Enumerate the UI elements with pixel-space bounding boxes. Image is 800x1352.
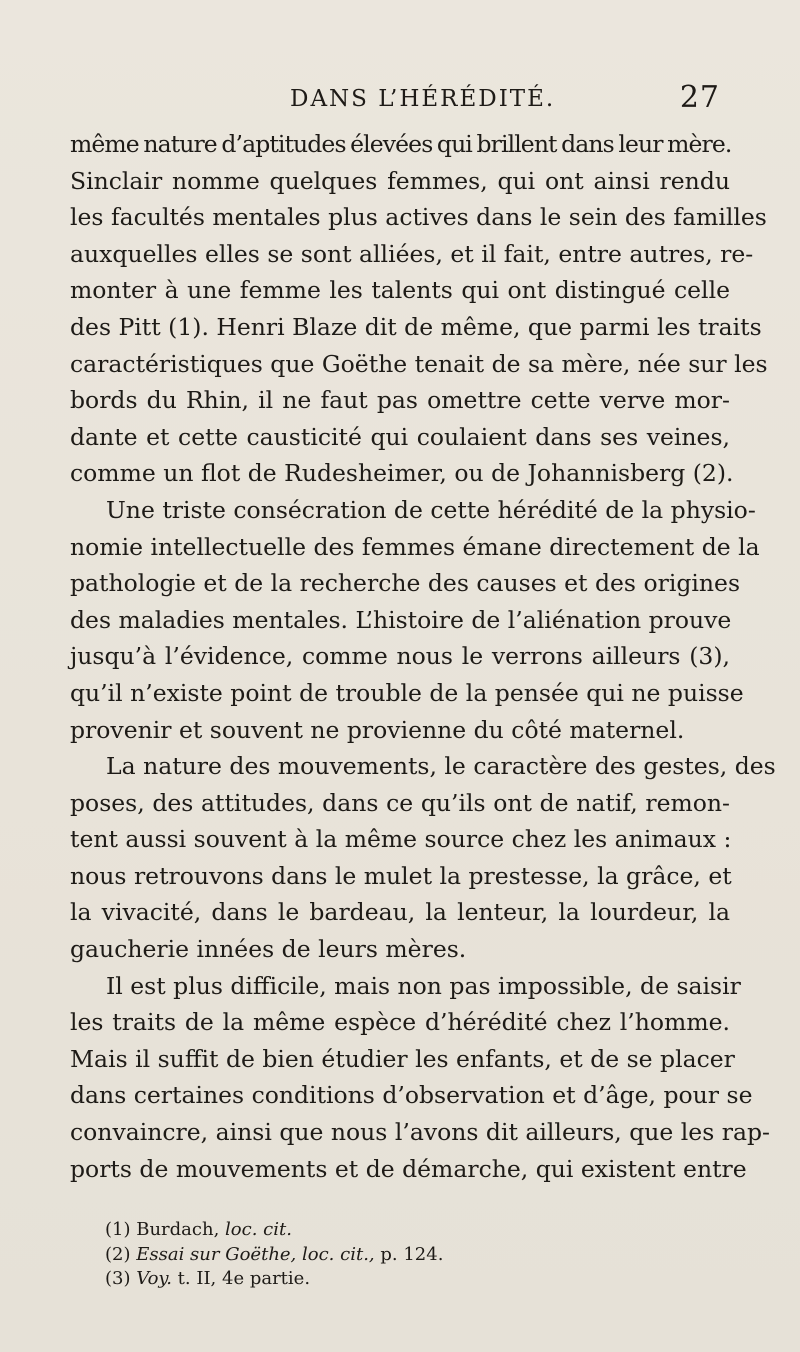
footnote-tail: p. 124. [380, 1243, 444, 1265]
text-line: des maladies mentales. L’histoire de l’aliénation prouve [70, 605, 732, 634]
text-line: convaincre, ainsi que nous l’avons dit ailleurs, que les rap- [70, 1118, 770, 1147]
text-line: tent aussi souvent à la même source chez les animaux : [70, 825, 732, 854]
footnote-italic: loc. cit. [225, 1219, 292, 1240]
text-line: poses, des attitudes, dans ce qu’ils ont de natif, remon- [70, 788, 730, 817]
text-line: dans certaines conditions d’observation et d’âge, pour se [70, 1081, 753, 1110]
text-line: qu’il n’existe point de trouble de la pensée qui ne puisse [70, 678, 744, 707]
footnote-1 [105, 1218, 705, 1243]
text-line: caractéristiques que Goëthe tenait de sa mère, née sur les [70, 349, 768, 378]
footnotes [105, 1218, 705, 1292]
running-head: DANS L’HÉRÉDITÉ. [290, 86, 556, 112]
text-line: Mais il suffit de bien étudier les enfants, et de se placer [70, 1044, 735, 1073]
paragraph-start-line: Il est plus difficile, mais non pas impossible, de saisir [106, 971, 741, 1000]
text-line: auxquelles elles se sont alliées, et il fait, entre autres, re- [70, 239, 754, 268]
text-line: même nature d’aptitudes élevées qui brillent dans leur mère. [70, 130, 732, 158]
footnote-2 [105, 1243, 705, 1268]
text-line: nous retrouvons dans le mulet la prestesse, la grâce, et [70, 861, 732, 890]
text-line: jusqu’à l’évidence, comme nous le verrons ailleurs (3), [70, 642, 730, 671]
page-header [290, 80, 720, 120]
text-line: les facultés mentales plus actives dans le sein des familles [70, 203, 767, 232]
footnote-tail: t. II, 4e partie. [177, 1268, 311, 1289]
footnote-3 [105, 1267, 705, 1292]
paragraph-end-line: provenir et souvent ne provienne du côté maternel. [70, 715, 685, 744]
body-text [70, 126, 776, 1187]
footnote-text: Burdach, [136, 1219, 220, 1240]
paragraph-end-line: gaucherie innées de leurs mères. [70, 935, 467, 964]
text-line: les traits de la même espèce d’hérédité chez l’homme. [70, 1008, 730, 1037]
text-line: monter à une femme les talents qui ont distingué celle [70, 276, 730, 305]
footnote-marker: (2) [105, 1243, 131, 1265]
text-line: ports de mouvements et de démarche, qui existent entre [70, 1154, 747, 1183]
text-line: la vivacité, dans le bardeau, la lenteur, la lourdeur, la [70, 898, 730, 927]
text-line: des Pitt (1). Henri Blaze dit de même, que parmi les traits [70, 312, 762, 341]
footnote-marker: (1) [105, 1219, 131, 1240]
footnote-italic: Voy. [136, 1268, 172, 1289]
text-line: comme un flot de Rudesheimer, ou de Johannisberg (2). [70, 459, 734, 488]
paragraph-start-line: Une triste consécration de cette hérédité de la physio- [106, 495, 756, 524]
text-line: bords du Rhin, il ne faut pas omettre cette verve mor- [70, 386, 730, 415]
footnote-italic: Essai sur Goëthe, loc. cit., [136, 1243, 375, 1265]
text-line: nomie intellectuelle des femmes émane directement de la [70, 532, 760, 561]
footnote-marker: (3) [105, 1268, 131, 1289]
text-line: Sinclair nomme quelques femmes, qui ont ainsi rendu [70, 166, 730, 195]
page-number: 27 [679, 80, 720, 115]
paragraph-start-line: La nature des mouvements, le caractère des gestes, des [106, 752, 776, 781]
text-line: dante et cette causticité qui coulaient dans ses veines, [70, 422, 730, 451]
text-line: pathologie et de la recherche des causes et des origines [70, 569, 741, 598]
